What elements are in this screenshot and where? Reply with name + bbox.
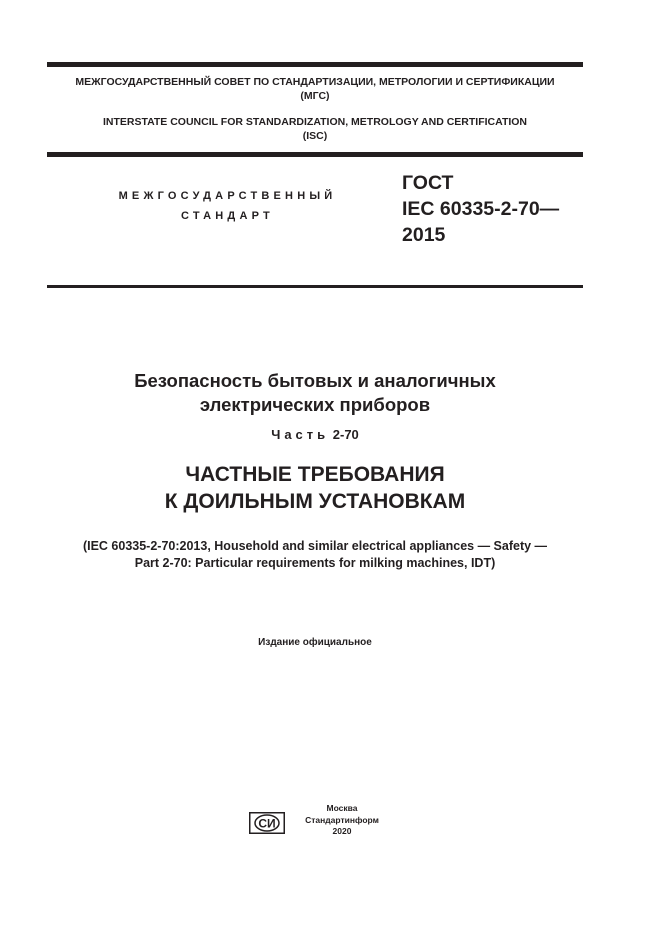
gost-code-line1: ГОСТ xyxy=(402,172,454,194)
subtitle-line2: К ДОИЛЬНЫМ УСТАНОВКАМ xyxy=(164,490,466,513)
top-rule xyxy=(47,62,583,67)
council-name-en: INTERSTATE COUNCIL FOR STANDARDIZATION, METROLOGY AND CERTIFICATION xyxy=(102,116,528,128)
council-abbr-ru: (МГС) xyxy=(300,90,330,102)
standard-type-line2: СТАНДАРТ xyxy=(181,210,274,222)
header-bottom-rule xyxy=(47,152,583,157)
part-word: Часть xyxy=(271,427,330,442)
part-number: 2-70 xyxy=(332,427,359,442)
logo-icon xyxy=(249,812,285,834)
gost-code-line2: IEC 60335-2-70— xyxy=(402,198,560,220)
part-label xyxy=(47,427,583,442)
title-line2: электрических приборов xyxy=(199,394,431,415)
edition-note: Издание официальное xyxy=(258,637,372,648)
subtitle-line1: ЧАСТНЫЕ ТРЕБОВАНИЯ xyxy=(185,463,445,486)
iec-reference-line2: Part 2-70: Particular requirements for milking machines, IDT) xyxy=(134,556,496,570)
publisher-name: Стандартинформ xyxy=(305,814,379,825)
gost-code-line3: 2015 xyxy=(402,224,446,246)
publication-year: 2020 xyxy=(332,826,352,836)
iec-reference-line1: (IEC 60335-2-70:2013, Household and similar electrical appliances — Safety — xyxy=(82,539,548,553)
publisher-city: Москва xyxy=(326,803,358,813)
council-abbr-en: (ISC) xyxy=(302,130,328,142)
council-name-ru: МЕЖГОСУДАРСТВЕННЫЙ СОВЕТ ПО СТАНДАРТИЗАЦИИ, МЕТРОЛОГИИ И СЕРТИФИКАЦИИ xyxy=(75,76,555,88)
logo-lettering: СИ xyxy=(258,816,276,831)
title-line1: Безопасность бытовых и аналогичных xyxy=(134,370,496,391)
standartinform-logo xyxy=(249,812,285,834)
standard-type-line1: МЕЖГОСУДАРСТВЕННЫЙ xyxy=(118,190,337,202)
designation-bottom-rule xyxy=(47,285,583,288)
publisher-block xyxy=(302,803,382,838)
